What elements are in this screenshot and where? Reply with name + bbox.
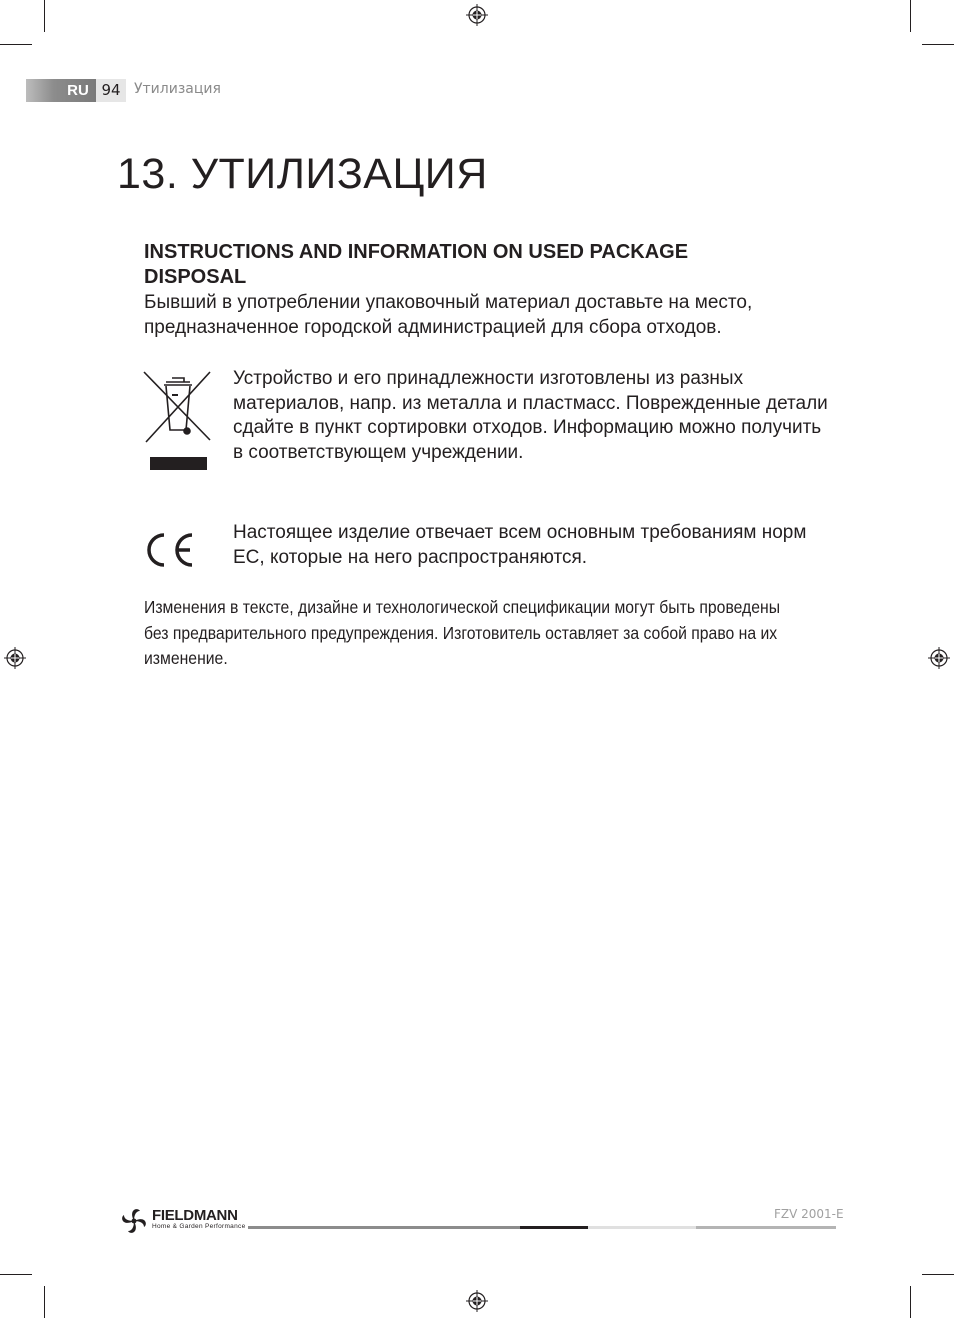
registration-mark-icon <box>928 647 950 669</box>
footer-rule <box>588 1226 696 1229</box>
package-heading: INSTRUCTIONS AND INFORMATION ON USED PACKAGE DISPOSAL <box>144 241 689 288</box>
language-label: RU <box>67 82 89 99</box>
disclaimer-note: Изменения в тексте, дизайне и технологической спецификации могут быть проведены без предварительного предупреждения. Изготовитель оставляет за собой право на их изменение. <box>144 597 781 668</box>
fieldmann-logo-icon <box>118 1205 150 1237</box>
model-number: FZV 2001-E <box>774 1207 844 1221</box>
brand-tagline: Home & Garden Performance <box>152 1223 246 1230</box>
registration-mark-icon <box>4 647 26 669</box>
crop-mark <box>0 44 32 45</box>
ce-text: Настоящее изделие отвечает всем основным требованиям норм ЕС, которые на него распространяются. <box>233 522 807 568</box>
footer-rule <box>248 1226 520 1229</box>
package-text: Бывший в употреблении упаковочный материал доставьте на место, предназначенное городской администрацией для сбора отходов. <box>144 292 753 338</box>
ce-mark-icon <box>142 530 196 570</box>
crossed-out-wheelie-bin-icon <box>142 368 214 472</box>
section-label: Утилизация <box>134 81 221 97</box>
crop-mark <box>922 44 954 45</box>
crop-mark <box>0 1274 32 1275</box>
crop-mark <box>910 0 911 32</box>
footer-rule <box>696 1226 836 1229</box>
crop-mark <box>44 0 45 32</box>
registration-mark-icon <box>466 4 488 26</box>
registration-mark-icon <box>466 1290 488 1312</box>
brand-name: FIELDMANN <box>152 1207 238 1224</box>
weee-text: Устройство и его принадлежности изготовлены из разных материалов, напр. из металла и пластмасс. Поврежденные детали сдайте в пункт сортировки отходов. Информацию можно получить в соответствующем учреждении. <box>233 368 828 463</box>
page-number: 94 <box>96 79 126 102</box>
page-title: 13. УТИЛИЗАЦИЯ <box>117 150 488 198</box>
footer-rule <box>520 1226 588 1229</box>
crop-mark <box>910 1286 911 1318</box>
crop-mark <box>922 1274 954 1275</box>
crop-mark <box>44 1286 45 1318</box>
